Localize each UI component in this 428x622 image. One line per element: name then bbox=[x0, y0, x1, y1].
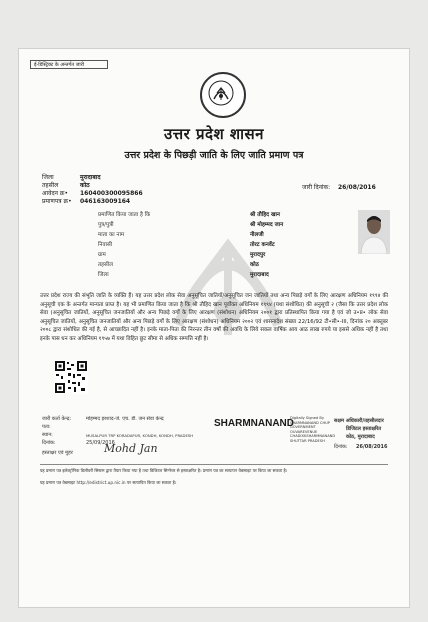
field-label: प्रमाणित किया जाता है कि bbox=[98, 212, 151, 218]
issue-date-value: 26/08/2016 bbox=[338, 184, 376, 191]
date-value: 25/09/2016 bbox=[86, 440, 115, 446]
date-label: दिनांक: bbox=[42, 440, 56, 446]
application-number-value: 160400300095866 bbox=[80, 190, 143, 197]
digital-signature-line: Digitally Signed By bbox=[290, 416, 324, 420]
field-label: ग्राम bbox=[98, 252, 106, 258]
field-label: पुत्र/पुत्री bbox=[98, 222, 114, 228]
field-value: मुरादाबाद bbox=[250, 272, 269, 278]
field-value: श्री तौहिद खान bbox=[250, 212, 280, 218]
digital-signature-line: GOVERNMENT bbox=[290, 425, 316, 430]
verification-note: यह प्रमाण पत्र इलेक्ट्रॉनिक डिलीवरी सिस्टम द्वारा तैयार किया गया है तथा डिजिटल सिग्नेचर से हस्ताक्षरित है। प्रमाण पत्र का सत्यापन वेबसाइट पर किया जा सकता है। bbox=[40, 468, 288, 473]
district-value: मुरादाबाद bbox=[80, 174, 101, 181]
issue-date-label: जारी दिनांक: bbox=[302, 184, 331, 191]
certificate-number-value: 046163009164 bbox=[80, 198, 131, 205]
digital-signature-line: SHUTTAR PRADESH bbox=[290, 439, 325, 443]
place-value: MUSALPUR TRP KORADAPUR, KONDH, KONDH, PRADESH bbox=[86, 433, 194, 438]
digital-signature-line: CHADIXKSHARMNANAND bbox=[290, 434, 336, 439]
document-title: उत्तर प्रदेश शासन bbox=[164, 125, 264, 143]
certificate-body-paragraph: उत्तर प्रदेश राज्य की संभूति जाति के व्यक्ति हैं। यह उत्तर प्रदेश लोक सेवा अनुसूचित जातियों/अनुसूचित जन जातियों तथा अन्य पिछड़े वर्गों के लिए आरक्षण अधिनियम १९९४ की अनुसूची एक के अन्तर्गत मान्यता प्राप्त है। यह भी प्रमाणित किया जाता है कि श्री तौहिद खान पूर्वोक्त अधिनियम १९९४ (यथा संशोधित) की अनुसूची २ (जैसा कि उत्तर प्रदेश लोक सेवा (अनुसूचित जातियों, अनुसूचित जनजातियों और अन्य पिछड़े वर्गों के लिए आरक्षण (संशोधन) अधिनियम २००१ द्वारा प्रतिस्थापित किया गया है एवं जो उ•प्र• लोक सेवा अनुसूचित जातियों, अनुसूचित जनजातियों और अन्य पिछड़े वर्गों के लिए आरक्षण (संशोधन) अधिनियम २००२ एवं शासनादेश संख्या 22/16/92 टी•सी•-III, दिनांक २० अक्तूबर २००८ द्वारा संशोधित की गई है, से आच्छादित नहीं है। इनके माता-पिता की निरन्तर तीन वर्षों की अवधि के लिये सकल वार्षिक आय आठ लाख रुपये या इससे अधिक नहीं है तथा इनके पास धन कर अधिनियम १९५७ में यथा विहित छूट सीमा से अधिक सम्पत्ति नहीं है। bbox=[40, 293, 388, 342]
footer-divider bbox=[40, 464, 388, 465]
up-government-emblem bbox=[200, 72, 246, 118]
address-label: पता: bbox=[42, 424, 51, 430]
digital-signature-line: OUVAREVENUE bbox=[290, 429, 318, 434]
place-label: स्थान: bbox=[42, 432, 53, 438]
certificate-number-label: प्रमाणपत्र क्र• bbox=[42, 198, 72, 205]
verification-note: यह प्रमाण पत्र वेबसाइट http://edistrict.up.nic.in पर सत्यापित किया जा सकता है। bbox=[40, 480, 177, 485]
application-number-label: आवेदन क्र• bbox=[42, 190, 69, 197]
digital-signature-line: SHARMNANAND CHUP bbox=[290, 420, 330, 425]
officer-place: कोठ, मुरादाबाद bbox=[346, 434, 375, 440]
field-label: माता का नाम bbox=[98, 232, 125, 238]
officer-date-label: दिनांक: bbox=[334, 444, 348, 450]
field-value: तोरट कनवेंट bbox=[250, 242, 275, 248]
officer-designation: सक्षम अधिकारी/तहसीलदार bbox=[334, 418, 384, 424]
document-subtitle: उत्तर प्रदेश के पिछड़ी जाति के लिए जाति प्रमाण पत्र bbox=[124, 150, 304, 161]
field-value: नीलजी bbox=[250, 232, 264, 238]
field-value: कोठ bbox=[250, 262, 259, 268]
district-label: जिला bbox=[42, 174, 54, 181]
field-label: निवासी bbox=[98, 242, 113, 248]
tehsil-value: कोठ bbox=[80, 182, 90, 189]
e-district-note: ई-डिस्ट्रिक्ट के अन्तर्गत जारी bbox=[30, 60, 108, 69]
tehsil-label: तहसील bbox=[42, 182, 59, 189]
applicant-photo bbox=[358, 210, 390, 254]
issuer-value: मोहम्मद इरशाद-जे. एच. डी. जन सेवा केन्द्र bbox=[86, 416, 164, 422]
field-value: मुरादपुर bbox=[250, 252, 266, 258]
qr-code bbox=[54, 360, 88, 394]
field-label: जिला bbox=[98, 272, 109, 278]
digital-signature-name: SHARMNANAND bbox=[214, 418, 294, 429]
field-value: श्री मोहम्मद जान bbox=[250, 222, 284, 228]
officer-date-value: 26/08/2016 bbox=[356, 444, 388, 450]
signature-label: हस्ताक्षर एवं मुहर bbox=[42, 450, 73, 456]
issuer-label: जारी कर्ता केन्द्र: bbox=[42, 416, 72, 422]
officer-office: डिजिटल हस्ताक्षरित bbox=[346, 426, 382, 432]
handwritten-signature: Mohd Jan bbox=[104, 442, 158, 455]
field-label: तहसील bbox=[98, 262, 113, 268]
